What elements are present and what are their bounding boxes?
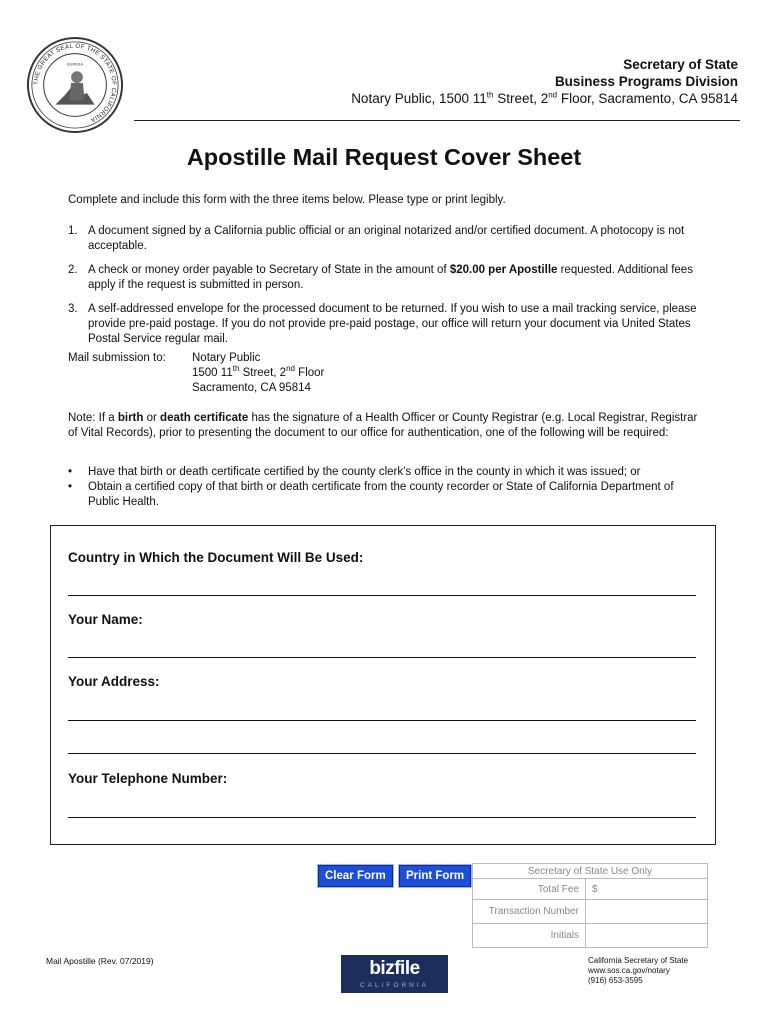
name-label: Your Name: [68, 612, 143, 627]
certificate-bullets [68, 465, 708, 510]
intro-text: Complete and include this form with the three items below. Please type or print legibly. [68, 194, 506, 206]
list-item: 3. A self-addressed envelope for the processed document to be returned. If you wish to use a mail tracking service, please provide pre-paid postage. If you do not provide pre-paid postage, our office will return your document via United States Postal Service regular mail. [68, 303, 697, 345]
division-name: Business Programs Division [554, 74, 738, 89]
agency-name: Secretary of State [623, 57, 738, 72]
list-item: • Have that birth or death certificate certified by the county clerk’s office in the county in which it was issued; or [68, 466, 641, 478]
address-label: Your Address: [68, 674, 160, 689]
state-use-header: Secretary of State Use Only [473, 864, 708, 879]
requirements-list [68, 224, 708, 356]
total-fee-value[interactable]: $ [586, 879, 708, 900]
agency-header [351, 56, 738, 107]
form-revision: Mail Apostille (Rev. 07/2019) [46, 956, 154, 966]
phone-field[interactable] [68, 817, 696, 818]
initials-field[interactable] [586, 924, 708, 948]
mail-label: Mail submission to: [68, 352, 166, 364]
svg-text:EUREKA: EUREKA [66, 61, 84, 67]
phone-label: Your Telephone Number: [68, 771, 228, 786]
agency-address: Notary Public, 1500 11th Street, 2nd Floor, Sacramento, CA 95814 [351, 90, 738, 106]
transaction-number-label: Transaction Number [473, 900, 586, 924]
print-form-button[interactable]: Print Form [399, 865, 471, 887]
header-divider [134, 120, 740, 121]
clear-form-button[interactable]: Clear Form [318, 865, 393, 887]
transaction-number-field[interactable] [586, 900, 708, 924]
mail-address: Notary Public 1500 11th Street, 2nd Floor Sacramento, CA 95814 [192, 352, 325, 394]
name-field[interactable] [68, 657, 696, 658]
country-label: Country in Which the Document Will Be Used: [68, 550, 364, 565]
footer-contact: California Secretary of State www.sos.ca.gov/notary (916) 653-3595 [588, 956, 689, 985]
country-field[interactable] [68, 595, 696, 596]
state-seal-logo [26, 36, 124, 134]
list-item: 2. A check or money order payable to Secretary of State in the amount of $20.00 per Apostille requested. Additional fees apply if the request is submitted in person. [68, 264, 693, 291]
svg-text:THE GREAT SEAL OF THE STATE OF: THE GREAT SEAL OF THE STATE OF CALIFORNIA [33, 43, 117, 123]
initials-label: Initials [473, 924, 586, 948]
address-field-line2[interactable] [68, 753, 696, 754]
mail-submission-address [68, 351, 324, 396]
bizfile-logo: bizfile CALIFORNIA [341, 955, 448, 993]
list-item: • Obtain a certified copy of that birth or death certificate from the county recorder or State of California Department of Public Health. [68, 481, 674, 508]
state-use-table [472, 863, 708, 948]
list-item: 1. A document signed by a California public official or an original notarized and/or certified document. A photocopy is not acceptable. [68, 225, 685, 252]
page-title: Apostille Mail Request Cover Sheet [186, 144, 582, 170]
total-fee-label: Total Fee [473, 879, 586, 900]
note-text: Note: If a birth or death certificate has the signature of a Health Officer or County Registrar (e.g. Local Registrar, Registrar of Vital Records), prior to presenting the document to our office for authentication, one of the following will be required: [68, 412, 698, 439]
address-field-line1[interactable] [68, 720, 696, 721]
